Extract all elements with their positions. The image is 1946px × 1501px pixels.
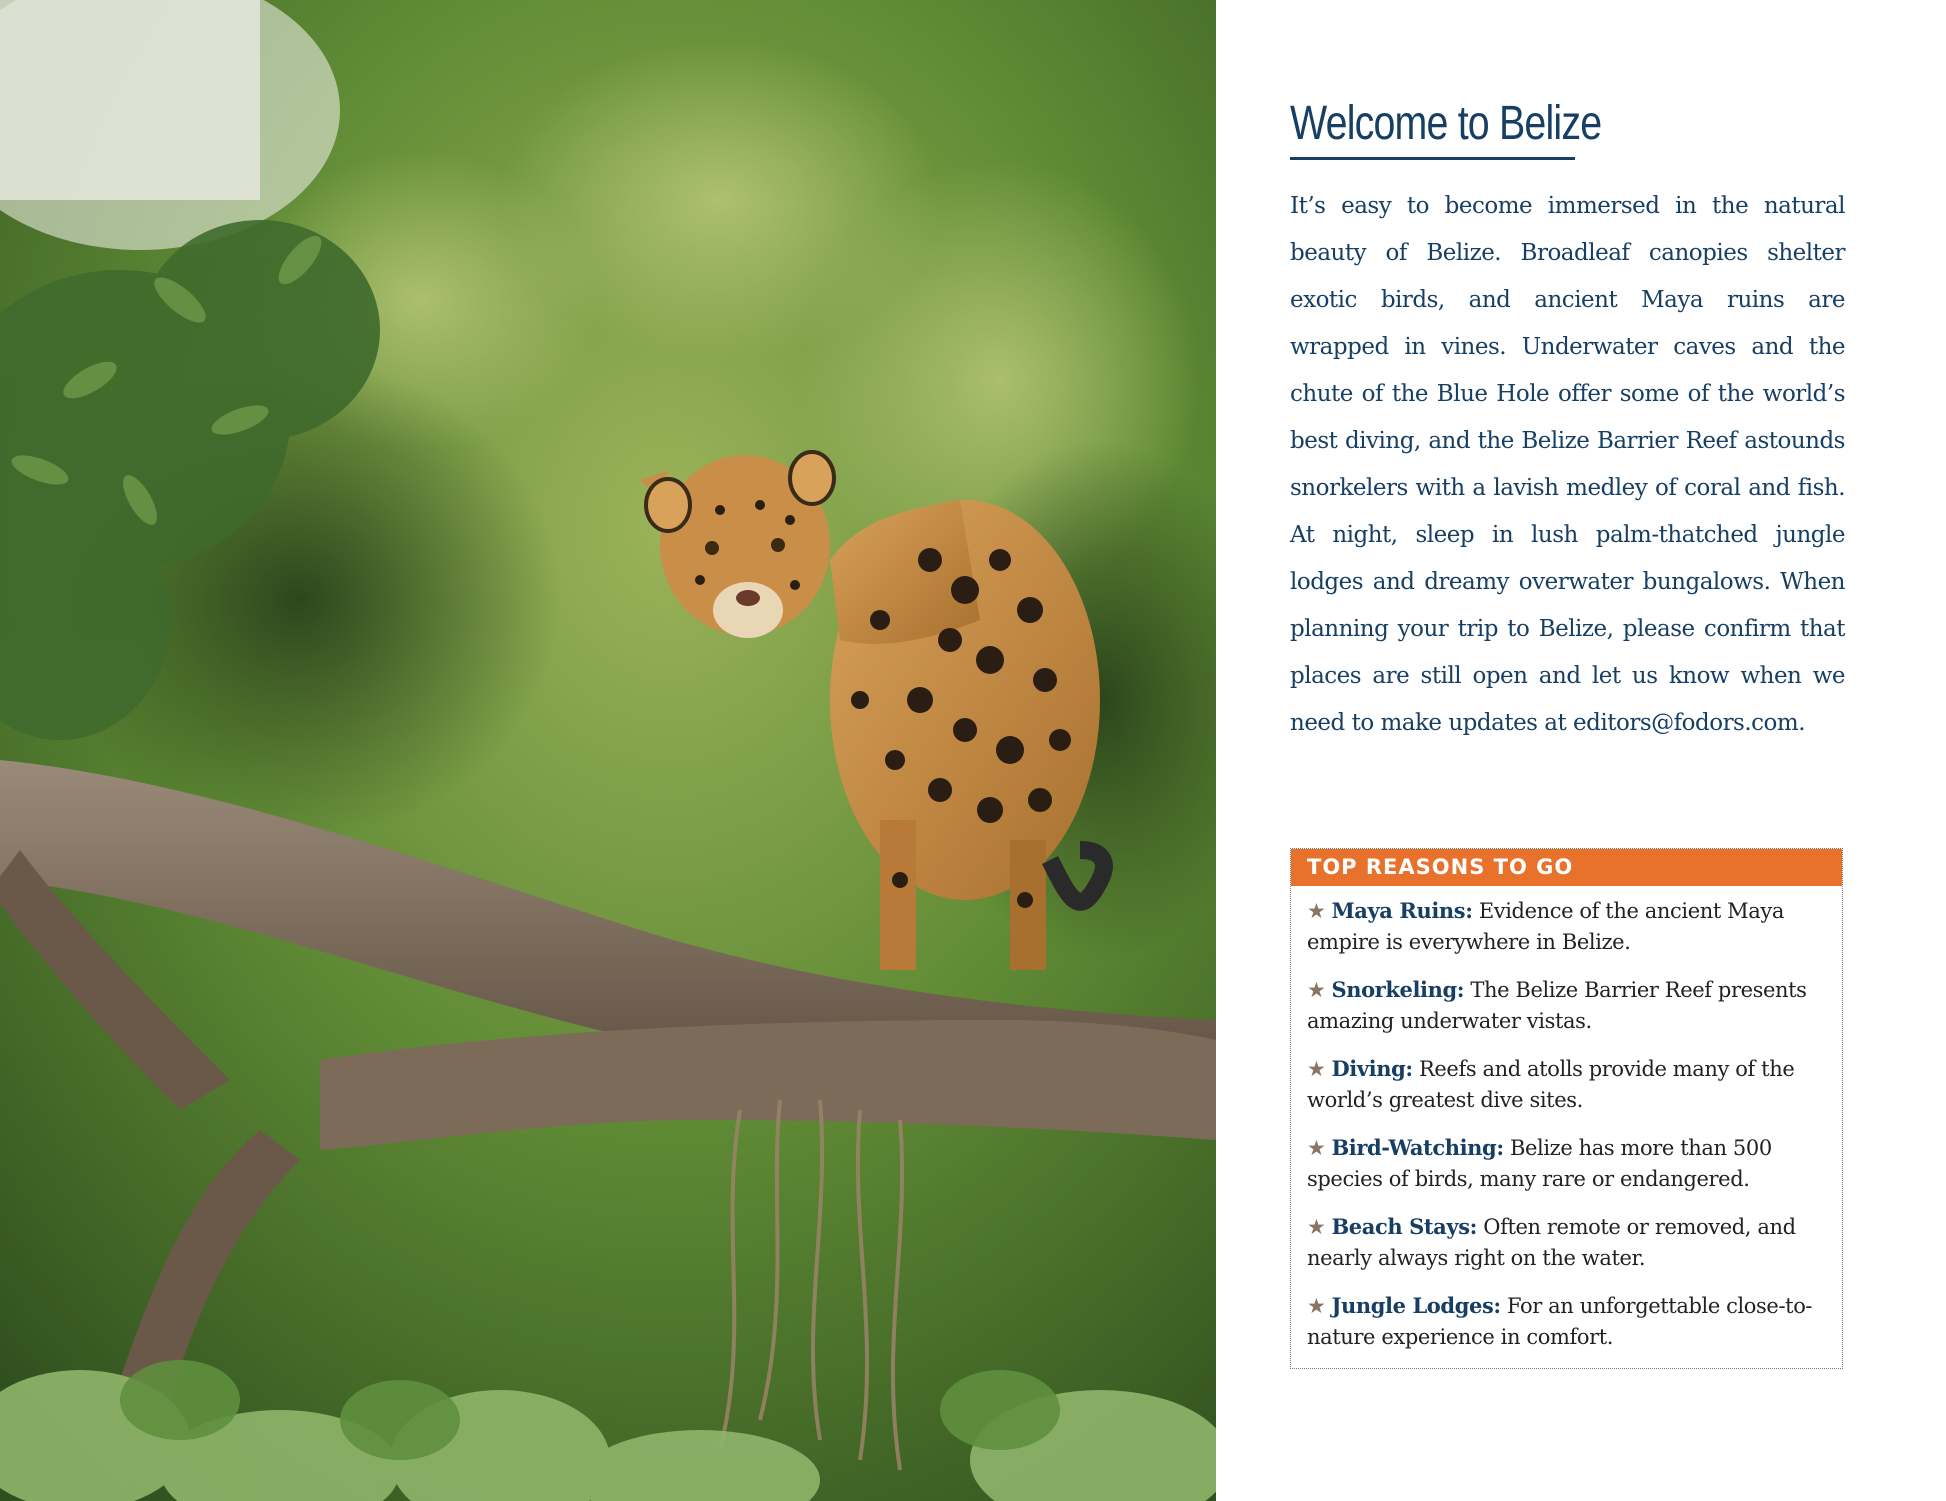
- star-icon: ★: [1307, 899, 1326, 923]
- title-underline: [1290, 157, 1575, 160]
- star-icon: ★: [1307, 1215, 1326, 1239]
- text-column: [1290, 0, 1845, 1501]
- reason-item: [1307, 1290, 1828, 1353]
- reason-title: Jungle Lodges:: [1331, 1293, 1501, 1318]
- reason-title: Diving:: [1331, 1056, 1413, 1081]
- reason-text: Evidence of the ancient Maya empire is everywhere in Belize.: [1307, 899, 1784, 954]
- top-reasons-box: [1290, 848, 1843, 1369]
- star-icon: ★: [1307, 1136, 1326, 1160]
- page-title: Welcome to Belize: [1290, 97, 1602, 150]
- reason-item: [1307, 1211, 1828, 1274]
- reason-item: [1307, 974, 1828, 1037]
- reason-text: Belize has more than 500 species of birds, many rare or endangered.: [1307, 1136, 1772, 1191]
- reason-item: [1307, 1053, 1828, 1116]
- star-icon: ★: [1307, 1057, 1326, 1081]
- reason-text: Reefs and atolls provide many of the world’s greatest dive sites.: [1307, 1057, 1795, 1112]
- reason-item: [1307, 895, 1828, 958]
- reason-title: Bird-Watching:: [1331, 1135, 1504, 1160]
- reason-title: Maya Ruins:: [1331, 898, 1473, 923]
- reason-title: Snorkeling:: [1331, 977, 1465, 1002]
- reason-item: [1307, 1132, 1828, 1195]
- intro-paragraph: It’s easy to become immersed in the natural beauty of Belize. Broadleaf canopies shelter exotic birds, and ancient Maya ruins are wrapped in vines. Underwater caves and the chute of the Blue Hole offer some of the world’s best diving, and the Belize Barrier Reef astounds snorkelers with a lavish medley of coral and fish. At night, sleep in lush palm-thatched jungle lodges and dreamy overwater bungalows. When planning your trip to Belize, please confirm that places are still open and let us know when we need to make updates at editors@fodors.com.: [1290, 193, 1845, 736]
- top-reasons-header: TOP REASONS TO GO: [1291, 849, 1842, 886]
- reason-text: For an unforgettable close-to-nature experience in comfort.: [1307, 1294, 1813, 1349]
- reason-text: The Belize Barrier Reef presents amazing underwater vistas.: [1307, 978, 1807, 1033]
- star-icon: ★: [1307, 1294, 1326, 1318]
- reason-text: Often remote or removed, and nearly always right on the water.: [1307, 1215, 1796, 1270]
- reason-title: Beach Stays:: [1331, 1214, 1477, 1239]
- top-reasons-list: [1291, 886, 1842, 1353]
- star-icon: ★: [1307, 978, 1326, 1002]
